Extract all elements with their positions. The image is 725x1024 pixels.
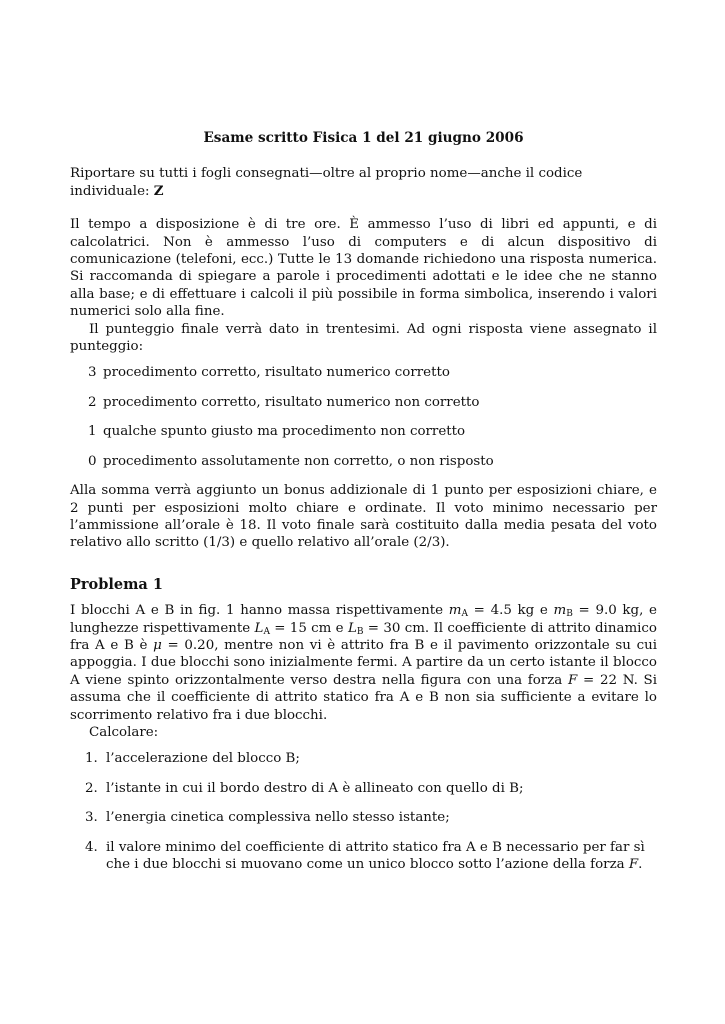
task-item — [85, 839, 657, 874]
task-number: 4. — [85, 839, 98, 855]
force-symbol: F — [628, 857, 639, 872]
mass-b-value: = 9.0 kg, e lunghezze rispettivamente — [70, 603, 657, 636]
force-value: = 22 N. Si assuma che il coefficiente di attrito statico fra A e B non sia sufficiente a evitare lo scorrimento relativo fra i due blocchi. — [70, 672, 658, 723]
task-list — [70, 750, 657, 873]
length-b-value: = 30 cm. Il coefficiente di attrito dinamico fra A e B è — [70, 620, 657, 653]
task-number: 2. — [85, 780, 98, 796]
task-text: l’istante in cui il bordo destro di A è allineato con quello di B; — [106, 780, 524, 796]
length-b-subscript: B — [356, 626, 364, 637]
problem-text: I blocchi A e B in fig. 1 hanno massa rispettivamente — [70, 603, 449, 619]
task-number: 1. — [85, 751, 98, 767]
task-item — [85, 750, 657, 767]
instructions-line — [70, 165, 657, 200]
length-a-value: = 15 cm e — [269, 620, 348, 636]
scoring-description: qualche spunto giusto ma procedimento non corretto — [103, 424, 466, 440]
mass-a-symbol: m — [448, 603, 462, 619]
task-number: 3. — [85, 810, 98, 826]
individual-code: Z — [153, 182, 164, 199]
force-symbol: F — [567, 672, 578, 688]
task-item — [85, 809, 657, 826]
page-title: Esame scritto Fisica 1 del 21 giugno 2006 — [203, 130, 524, 146]
task-text: l’accelerazione del blocco B; — [106, 751, 300, 767]
length-a-subscript: A — [263, 626, 270, 637]
scoring-description: procedimento corretto, risultato numerico corretto — [103, 365, 450, 381]
calc-label: Calcolare: — [89, 724, 159, 740]
scoring-points: 0 — [88, 453, 97, 469]
mass-a-value: = 4.5 kg e — [467, 603, 554, 619]
task-text: l’energia cinetica complessiva nello stesso istante; — [106, 810, 450, 826]
scoring-item — [88, 453, 657, 470]
mu-symbol: μ — [153, 637, 162, 653]
task-text-end: . — [638, 857, 643, 872]
scoring-item — [88, 394, 657, 411]
problem-title: Problema 1 — [70, 575, 163, 593]
exam-page — [70, 130, 657, 885]
scoring-points: 1 — [88, 424, 97, 440]
scoring-points: 3 — [88, 365, 97, 381]
instructions-text: Riportare su tutti i fogli consegnati—oltre al proprio nome—anche il codice individuale: — [70, 166, 583, 199]
task-text-container — [106, 839, 657, 874]
scoring-description: procedimento assolutamente non corretto, o non risposto — [103, 453, 494, 469]
task-item — [85, 780, 657, 797]
scoring-description: procedimento corretto, risultato numerico non corretto — [103, 394, 480, 410]
problem-statement — [70, 602, 657, 724]
mass-a-subscript: A — [461, 609, 468, 620]
length-a-symbol: L — [254, 620, 264, 636]
scoring-points: 2 — [88, 394, 97, 410]
mu-value: = 0.20, mentre non vi è attrito fra B e il pavimento orizzontale su cui appoggia. I due blocchi sono inizialmente fermi. A partire da un certo istante il blocco A viene spinto orizzontalmente verso destra nella figura con una forza — [70, 637, 658, 688]
rules-paragraph-3: Alla somma verrà aggiunto un bonus addizionale di 1 punto per esposizioni chiare, e 2 punti per esposizioni molto chiare e ordinate. Il voto minimo necessario per l’ammissione all’orale è 18. Il voto finale sarà costituito dalla media pesata del voto relativo allo scritto (1/3) e quello relativo all’orale (2/3). — [70, 483, 657, 551]
mass-b-symbol: m — [553, 603, 567, 619]
scoring-item — [88, 364, 657, 381]
rules-paragraph-2: Il punteggio finale verrà dato in trentesimi. Ad ogni risposta viene assegnato il punteggio: — [70, 321, 657, 355]
scoring-list — [70, 364, 657, 470]
length-b-symbol: L — [347, 620, 357, 636]
mass-b-subscript: B — [566, 609, 573, 620]
rules-paragraph-1: Il tempo a disposizione è di tre ore. È ammesso l’uso di libri ed appunti, e di calcolatrici. Non è ammesso l’uso di computers e di alcun dispositivo di comunicazione (telefoni, ecc.) Tutte le 13 domande richiedono una risposta numerica. Si raccomanda di spiegare a parole i procedimenti adottati e le idee che ne stanno alla base; e di effettuare i calcoli il più possibile in forma simbolica, inserendo i valori numerici solo alla fine. — [70, 217, 657, 320]
scoring-item — [88, 423, 657, 440]
task-text: il valore minimo del coefficiente di attrito statico fra A e B necessario per far sì che i due blocchi si muovano come un unico blocco sotto l’azione della forza — [106, 839, 645, 872]
